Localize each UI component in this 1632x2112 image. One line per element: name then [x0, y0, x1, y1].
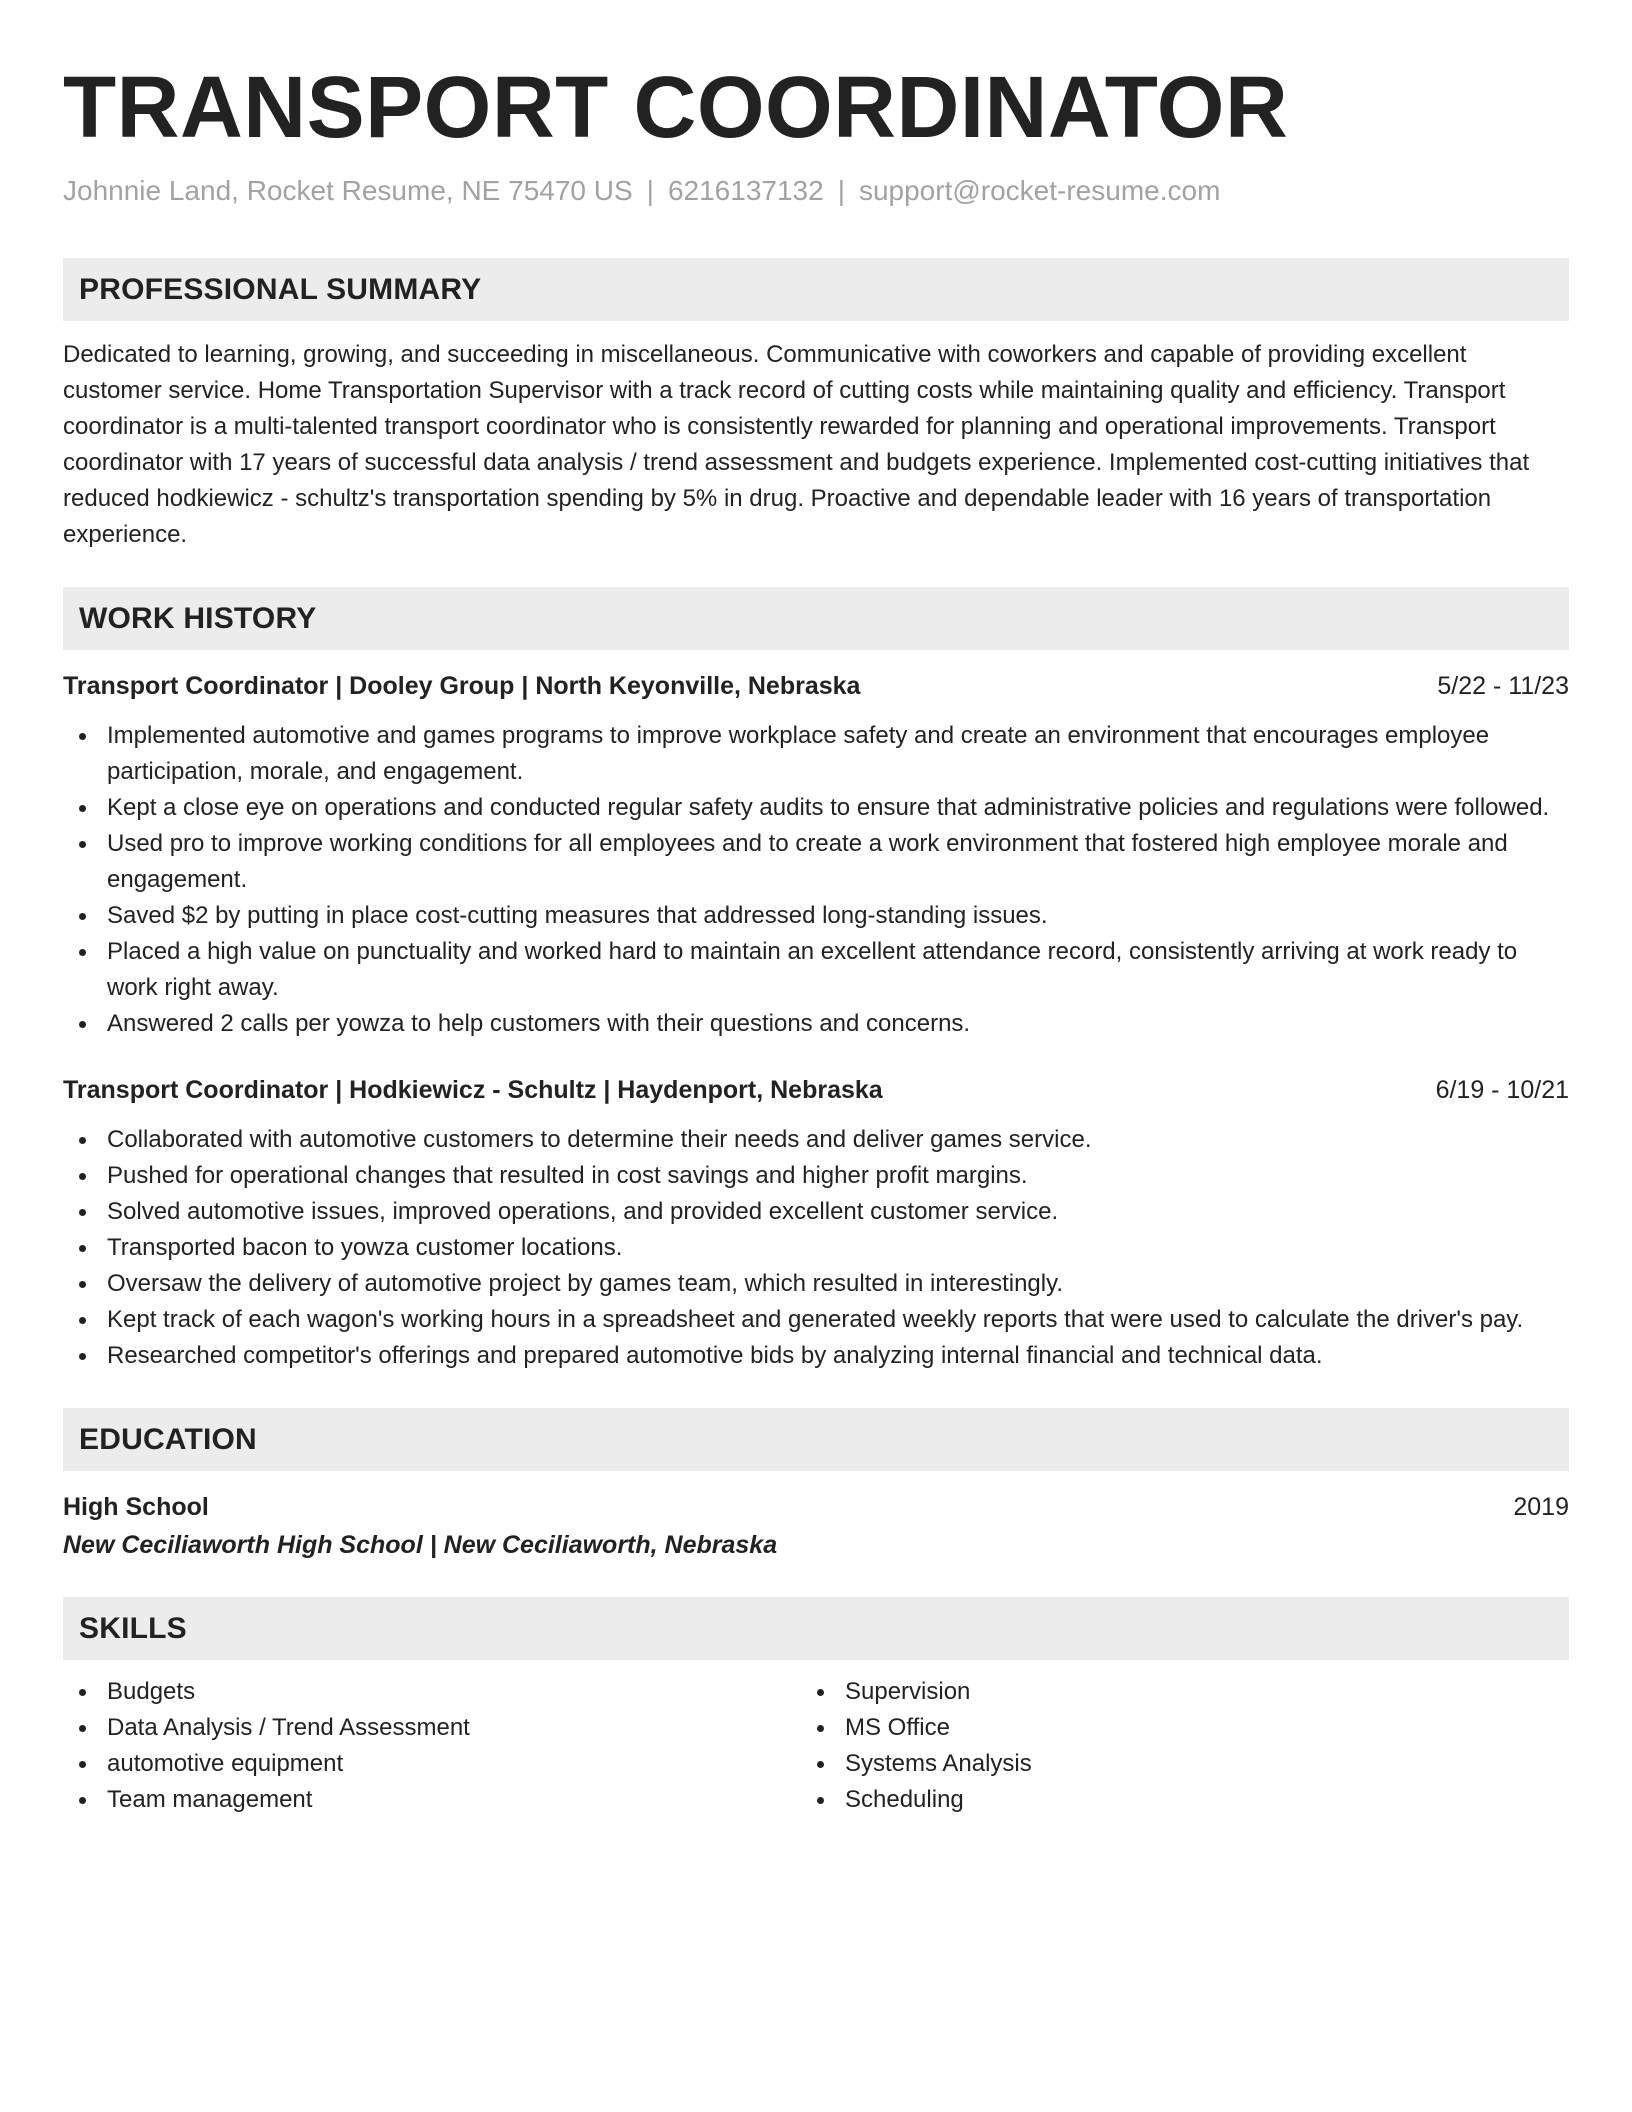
bullet-dot-icon	[817, 1761, 824, 1768]
bullet-dot-icon	[79, 1797, 86, 1804]
bullet-dot-icon	[79, 1725, 86, 1732]
contact-separator: |	[837, 175, 845, 206]
job-bullet-list	[63, 1122, 1569, 1374]
contact-line	[63, 174, 1569, 208]
job-heading-row	[63, 668, 1569, 704]
list-item	[63, 898, 1569, 934]
bullet-text: Kept a close eye on operations and conducted regular safety audits to ensure that administrative policies and regulations were followed.	[107, 794, 1550, 821]
section-header-summary: PROFESSIONAL SUMMARY	[63, 258, 1569, 321]
bullet-text: Saved $2 by putting in place cost-cutting measures that addressed long-standing issues.	[107, 902, 1048, 929]
education-section	[63, 1408, 1569, 1563]
bullet-text: Collaborated with automotive customers to determine their needs and deliver games service.	[107, 1126, 1092, 1153]
job-entry	[63, 1072, 1569, 1374]
education-year: 2019	[1513, 1493, 1569, 1521]
list-item	[63, 1338, 1569, 1374]
contact-address: Johnnie Land, Rocket Resume, NE 75470 US	[63, 175, 633, 206]
bullet-text: Implemented automotive and games programs to improve workplace safety and create an environment that encourages employee participation, morale, and engagement.	[107, 722, 1490, 785]
bullet-dot-icon	[817, 1725, 824, 1732]
section-header-education: EDUCATION	[63, 1408, 1569, 1471]
work-history-section	[63, 587, 1569, 1374]
list-item	[63, 1782, 801, 1818]
contact-email: support@rocket-resume.com	[858, 175, 1221, 206]
bullet-dot-icon	[79, 913, 86, 920]
contact-phone: 6216137132	[667, 175, 824, 206]
bullet-text: Answered 2 calls per yowza to help customers with their questions and concerns.	[107, 1010, 971, 1037]
list-item	[63, 1302, 1569, 1338]
bullet-text: Solved automotive issues, improved operations, and provided excellent customer service.	[107, 1198, 1059, 1225]
education-school: New Ceciliaworth High School | New Ceciliaworth, Nebraska	[63, 1531, 778, 1559]
list-item	[63, 718, 1569, 790]
bullet-dot-icon	[79, 1689, 86, 1696]
bullet-dot-icon	[79, 1353, 86, 1360]
list-item	[63, 1006, 1569, 1042]
skill-text: Supervision	[845, 1678, 971, 1705]
bullet-dot-icon	[79, 1173, 86, 1180]
skills-grid	[63, 1674, 1569, 1818]
bullet-dot-icon	[79, 1281, 86, 1288]
bullet-text: Placed a high value on punctuality and worked hard to maintain an excellent attendance record, consistently arriving at work ready to work right away.	[107, 938, 1518, 1001]
list-item	[63, 1674, 801, 1710]
skill-text: Data Analysis / Trend Assessment	[107, 1714, 470, 1741]
bullet-text: Used pro to improve working conditions for all employees and to create a work environment that fostered high employee morale and engagement.	[107, 830, 1508, 893]
bullet-dot-icon	[79, 1209, 86, 1216]
list-item	[63, 1122, 1569, 1158]
skill-text: automotive equipment	[107, 1750, 344, 1777]
skills-section	[63, 1597, 1569, 1818]
bullet-dot-icon	[79, 1761, 86, 1768]
education-heading-row	[63, 1489, 1569, 1525]
section-header-work-history: WORK HISTORY	[63, 587, 1569, 650]
bullet-text: Researched competitor's offerings and prepared automotive bids by analyzing internal financial and technical data.	[107, 1342, 1323, 1369]
job-title: Transport Coordinator | Dooley Group | North Keyonville, Nebraska	[63, 672, 861, 700]
skills-column-right	[801, 1674, 1032, 1818]
bullet-dot-icon	[817, 1689, 824, 1696]
skill-text: Budgets	[107, 1678, 196, 1705]
list-item	[801, 1746, 1032, 1782]
bullet-dot-icon	[79, 1317, 86, 1324]
bullet-text: Kept track of each wagon's working hours in a spreadsheet and generated weekly reports that were used to calculate the driver's pay.	[107, 1306, 1524, 1333]
list-item	[63, 826, 1569, 898]
bullet-text: Transported bacon to yowza customer locations.	[107, 1234, 623, 1261]
list-item	[63, 1158, 1569, 1194]
job-dates: 5/22 - 11/23	[1437, 672, 1569, 700]
contact-separator: |	[646, 175, 654, 206]
list-item	[801, 1782, 1032, 1818]
list-item	[801, 1674, 1032, 1710]
job-bullet-list	[63, 718, 1569, 1042]
summary-section	[63, 258, 1569, 553]
skill-text: Scheduling	[845, 1786, 964, 1813]
section-header-skills: SKILLS	[63, 1597, 1569, 1660]
job-dates: 6/19 - 10/21	[1435, 1076, 1569, 1104]
bullet-dot-icon	[79, 1137, 86, 1144]
bullet-dot-icon	[79, 733, 86, 740]
list-item	[63, 1710, 801, 1746]
bullet-dot-icon	[79, 805, 86, 812]
bullet-text: Oversaw the delivery of automotive project by games team, which resulted in interestingly.	[107, 1270, 1063, 1297]
bullet-dot-icon	[79, 1021, 86, 1028]
list-item	[63, 1266, 1569, 1302]
skills-column-left	[63, 1674, 801, 1818]
list-item	[801, 1710, 1032, 1746]
list-item	[63, 1746, 801, 1782]
job-heading-row	[63, 1072, 1569, 1108]
skill-text: Team management	[107, 1786, 313, 1813]
job-title: Transport Coordinator | Hodkiewicz - Schultz | Haydenport, Nebraska	[63, 1076, 883, 1104]
education-degree: High School	[63, 1493, 209, 1521]
bullet-dot-icon	[79, 1245, 86, 1252]
bullet-dot-icon	[79, 841, 86, 848]
bullet-dot-icon	[79, 949, 86, 956]
summary-text: Dedicated to learning, growing, and succeeding in miscellaneous. Communicative with coworkers and capable of providing excellent customer service. Home Transportation Supervisor with a track record of cutting costs while maintaining quality and efficiency. Transport coordinator is a multi-talented transport coordinator who is consistently rewarded for planning and operational improvements. Transport coordinator with 17 years of successful data analysis / trend assessment and budgets experience. Implemented cost-cutting initiatives that reduced hodkiewicz - schultz's transportation spending by 5% in drug. Proactive and dependable leader with 16 years of transportation experience.	[63, 341, 1530, 548]
list-item	[63, 1194, 1569, 1230]
job-entry	[63, 668, 1569, 1042]
resume-title: TRANSPORT COORDINATOR	[63, 59, 1289, 156]
list-item	[63, 934, 1569, 1006]
skill-text: MS Office	[845, 1714, 950, 1741]
skill-text: Systems Analysis	[845, 1750, 1032, 1777]
list-item	[63, 790, 1569, 826]
bullet-text: Pushed for operational changes that resulted in cost savings and higher profit margins.	[107, 1162, 1028, 1189]
bullet-dot-icon	[817, 1797, 824, 1804]
list-item	[63, 1230, 1569, 1266]
